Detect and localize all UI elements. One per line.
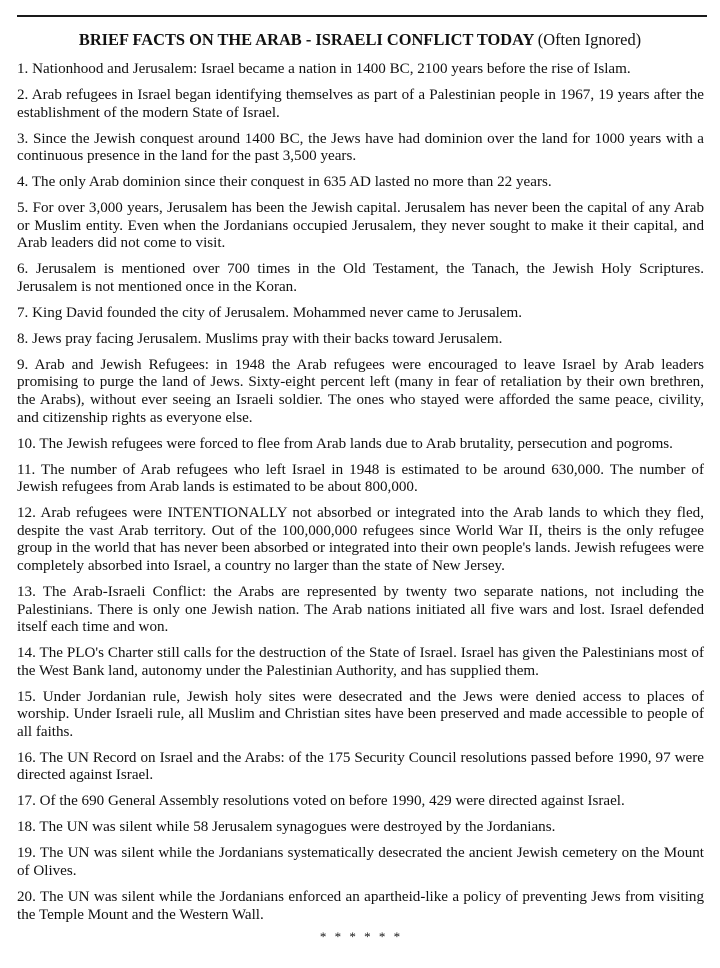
- fact-item-18: 18. The UN was silent while 58 Jerusalem synagogues were destroyed by the Jordanians.: [17, 819, 556, 836]
- fact-item-12: 12. Arab refugees were INTENTIONALLY not absorbed or integrated into the Arab lands to which they fled, despite the vast Arab territory. Out of the 100,000,000 refugees since World War II, theirs is the only refugee group in the world that has never been absorbed or integrated into their own people's lands. Jewish refugees were completely absorbed into Israel, a country no larger than the state of New Jersey.: [17, 505, 704, 574]
- fact-item-13: 13. The Arab-Israeli Conflict: the Arabs are represented by twenty two separate nations, not including the Palestinians. There is only one Jewish nation. The Arab nations initiated all five wars and lost. Israel defended itself each time and won.: [17, 583, 704, 636]
- fact-item-19: 19. The UN was silent while the Jordanians systematically desecrated the ancient Jewish cemetery on the Mount of Olives.: [17, 845, 704, 879]
- facts-list: [17, 61, 704, 933]
- fact-item-15: 15. Under Jordanian rule, Jewish holy sites were desecrated and the Jews were denied access to places of worship. Under Israeli rule, all Muslim and Christian sites have been preserved and made accessible to people of all faiths.: [17, 688, 704, 740]
- end-asterisks-divider: * * * * * *: [319, 929, 401, 944]
- title-main: BRIEF FACTS ON THE ARAB - ISRAELI CONFLICT TODAY: [78, 30, 534, 49]
- top-horizontal-rule: [17, 15, 707, 17]
- document-title: [0, 30, 720, 50]
- fact-item-7: 7. King David founded the city of Jerusalem. Mohammed never came to Jerusalem.: [17, 304, 523, 321]
- fact-item-9: 9. Arab and Jewish Refugees: in 1948 the Arab refugees were encouraged to leave Israel by Arab leaders promising to purge the land of Jews. Sixty-eight percent left (many in fear of retaliation by their own brethren, the Arabs), without ever seeing an Israeli soldier. The ones who stayed were afforded the same peace, civility, and citizenship rights as everyone else.: [17, 356, 704, 426]
- fact-item-5: 5. For over 3,000 years, Jerusalem has been the Jewish capital. Jerusalem has never been the capital of any Arab or Muslim entity. Even when the Jordanians occupied Jerusalem, they never sought to make it their capital, and Arab leaders did not come to visit.: [17, 200, 704, 252]
- fact-item-8: 8. Jews pray facing Jerusalem. Muslims pray with their backs toward Jerusalem.: [17, 330, 503, 347]
- fact-item-14: 14. The PLO's Charter still calls for the destruction of the State of Israel. Israel has given the Palestinians most of the West Bank land, autonomy under the Palestinian Authority, and has supplied them.: [17, 645, 704, 679]
- fact-item-4: 4. The only Arab dominion since their conquest in 635 AD lasted no more than 22 years.: [17, 174, 552, 191]
- fact-item-3: 3. Since the Jewish conquest around 1400 BC, the Jews have had dominion over the land for 1000 years with a continuous presence in the land for the past 3,500 years.: [17, 130, 704, 165]
- title-suffix: (Often Ignored): [537, 30, 642, 49]
- fact-item-10: 10. The Jewish refugees were forced to flee from Arab lands due to Arab brutality, persecution and pogroms.: [17, 435, 673, 452]
- fact-item-16: 16. The UN Record on Israel and the Arabs: of the 175 Security Council resolutions passed before 1990, 97 were directed against Israel.: [17, 749, 704, 784]
- fact-item-2: 2. Arab refugees in Israel began identifying themselves as part of a Palestinian people in 1967, 19 years after the establishment of the modern State of Israel.: [17, 86, 704, 121]
- fact-item-6: 6. Jerusalem is mentioned over 700 times in the Old Testament, the Tanach, the Jewish Holy Scriptures. Jerusalem is not mentioned once in the Koran.: [17, 261, 704, 295]
- fact-item-20: 20. The UN was silent while the Jordanians enforced an apartheid-like a policy of preventing Jews from visiting the Temple Mount and the Western Wall.: [17, 888, 704, 923]
- fact-item-17: 17. Of the 690 General Assembly resolutions voted on before 1990, 429 were directed against Israel.: [17, 793, 625, 810]
- fact-item-11: 11. The number of Arab refugees who left Israel in 1948 is estimated to be around 630,000. The number of Jewish refugees from Arab lands is estimated to be about 800,000.: [17, 461, 704, 496]
- fact-item-1: 1. Nationhood and Jerusalem: Israel became a nation in 1400 BC, 2100 years before the rise of Islam.: [17, 61, 631, 77]
